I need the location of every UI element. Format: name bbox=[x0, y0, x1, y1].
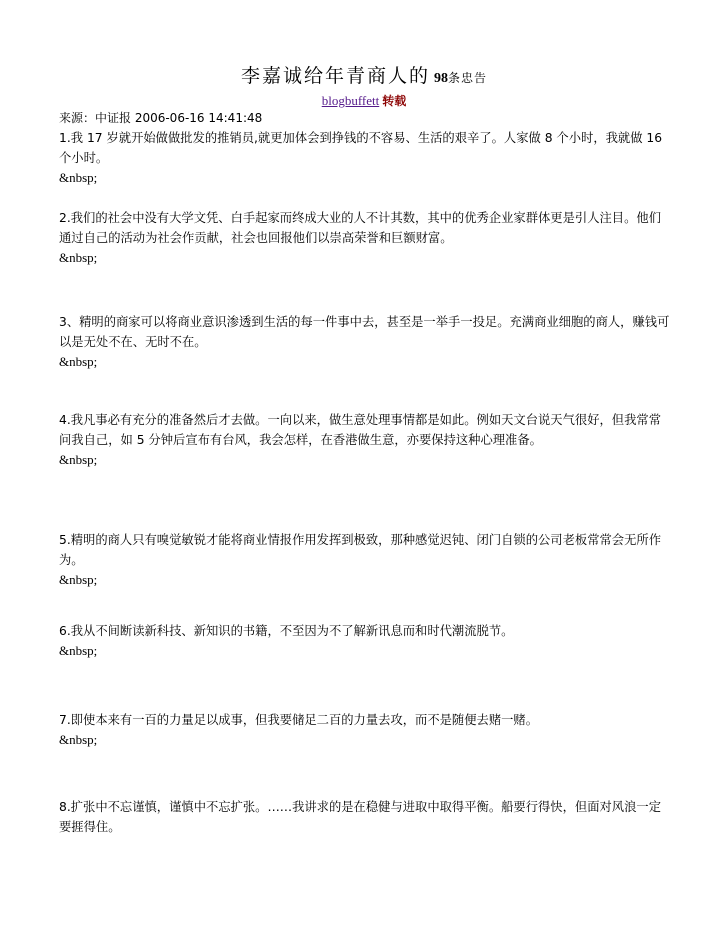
title-number: 98 bbox=[434, 71, 448, 86]
advice-item-1: 1.我 17 岁就开始做做批发的推销员,就更加体会到挣钱的不容易、生活的艰辛了。人家做 8 个小时，我就做 16 个小时。 bbox=[59, 131, 663, 165]
nbsp-filler: &nbsp; bbox=[59, 170, 98, 185]
item-block bbox=[59, 208, 671, 312]
item-block bbox=[59, 710, 671, 797]
repost-label: 转载 bbox=[382, 94, 407, 108]
item-block bbox=[59, 410, 671, 530]
item-block bbox=[59, 797, 671, 837]
title-suffix: 条忠告 bbox=[448, 71, 488, 85]
nbsp-filler: &nbsp; bbox=[59, 732, 98, 747]
nbsp-filler: &nbsp; bbox=[59, 572, 98, 587]
nbsp-filler: &nbsp; bbox=[59, 643, 98, 658]
byline bbox=[0, 94, 728, 108]
article-body bbox=[59, 108, 671, 837]
advice-item-7: 7.即使本来有一百的力量足以成事，但我要储足二百的力量去攻，而不是随便去赌一赌。 bbox=[59, 713, 539, 727]
advice-item-4: 4.我凡事必有充分的准备然后才去做。一向以来，做生意处理事情都是如此。例如天文台说天气很好，但我常常问我自己，如 5 分钟后宣布有台风，我会怎样，在香港做生意，亦要保持这种心理准备。 bbox=[59, 413, 661, 447]
advice-item-8: 8.扩张中不忘谨慎，谨慎中不忘扩张。……我讲求的是在稳健与进取中取得平衡。船要行得快，但面对风浪一定要捱得住。 bbox=[59, 800, 661, 834]
author-link[interactable]: blogbuffett bbox=[321, 93, 380, 108]
advice-item-3: 3、精明的商家可以将商业意识渗透到生活的每一件事中去，甚至是一举手一投足。充满商业细胞的商人，赚钱可以是无处不在、无时不在。 bbox=[59, 315, 670, 349]
item-block bbox=[59, 621, 671, 710]
nbsp-filler: &nbsp; bbox=[59, 452, 98, 467]
advice-item-6: 6.我从不间断读新科技、新知识的书籍，不至因为不了解新讯息而和时代潮流脱节。 bbox=[59, 624, 514, 638]
item-block bbox=[59, 128, 671, 208]
item-block bbox=[59, 312, 671, 410]
source-line: 来源：中证报 2006-06-16 14:41:48 bbox=[59, 111, 263, 125]
nbsp-filler: &nbsp; bbox=[59, 250, 98, 265]
nbsp-filler: &nbsp; bbox=[59, 354, 98, 369]
advice-item-2: 2.我们的社会中没有大学文凭、白手起家而终成大业的人不计其数，其中的优秀企业家群体更是引人注目。他们通过自己的活动为社会作贡献，社会也回报他们以崇高荣誉和巨额财富。 bbox=[59, 211, 661, 245]
title-main: 李嘉诚给年青商人的 bbox=[240, 65, 430, 87]
item-block bbox=[59, 530, 671, 621]
article-title bbox=[0, 64, 728, 91]
advice-item-5: 5.精明的商人只有嗅觉敏锐才能将商业情报作用发挥到极致，那种感觉迟钝、闭门自锁的公司老板常常会无所作为。 bbox=[59, 533, 661, 567]
